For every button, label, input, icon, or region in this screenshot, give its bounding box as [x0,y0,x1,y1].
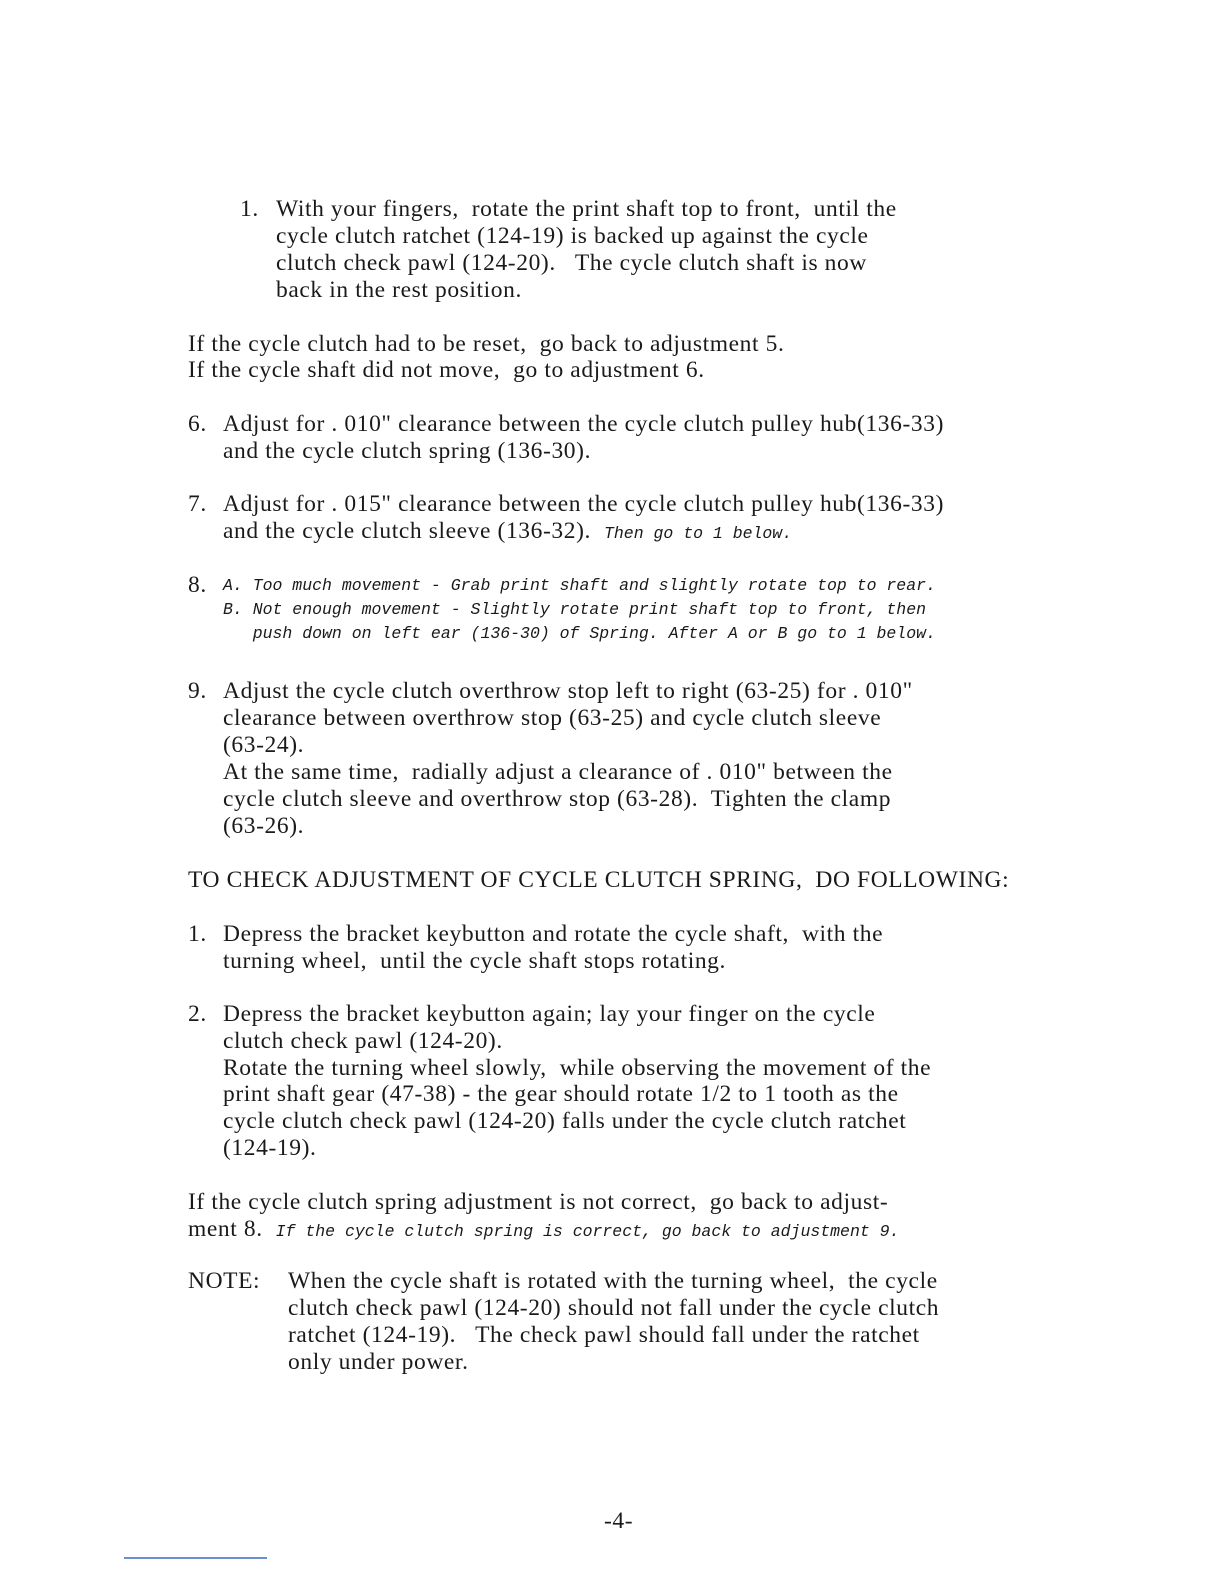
footer-rule [124,1557,267,1559]
step-text-line: With your fingers, rotate the print shaft top to front, until the [276,196,897,222]
step-number: 1. [240,196,259,222]
step-substep-line: push down on left ear (136-30) of Spring. After A or B go to 1 below. [223,624,936,643]
step-number: 6. [188,411,207,437]
step-text-line: Depress the bracket keybutton and rotate the cycle shaft, with the [223,921,884,947]
step-substep-line: A. Too much movement - Grab print shaft and slightly rotate top to rear. [223,576,936,595]
step-text-line: clutch check pawl (124-20). [223,1028,503,1054]
note-label: NOTE: [188,1268,261,1294]
note-text-line: ratchet (124-19). The check pawl should fall under the ratchet [288,1322,920,1348]
step-text-line: turning wheel, until the cycle shaft stops rotating. [223,948,727,974]
note-text-line: only under power. [288,1349,469,1375]
step-text-line: cycle clutch ratchet (124-19) is backed up against the cycle [276,223,869,249]
step-text-line: and the cycle clutch spring (136-30). [223,438,592,464]
paragraph-line [188,1216,899,1245]
step-text-line: (124-19). [223,1135,317,1161]
step-text-line: back in the rest position. [276,277,522,303]
step-text: and the cycle clutch sleeve (136-32). [223,518,592,544]
note-text-line: clutch check pawl (124-20) should not fall under the cycle clutch [288,1295,940,1321]
step-text-line: (63-26). [223,813,305,839]
note-text-line: When the cycle shaft is rotated with the turning wheel, the cycle [288,1268,938,1294]
page-number: -4- [604,1508,634,1534]
step-text-line: cycle clutch sleeve and overthrow stop (63-28). Tighten the clamp [223,786,892,812]
step-text-line: clearance between overthrow stop (63-25) and cycle clutch sleeve [223,705,882,731]
step-text-line: Adjust for . 010" clearance between the cycle clutch pulley hub(136-33) [223,411,945,437]
step-text-line: print shaft gear (47-38) - the gear should rotate 1/2 to 1 tooth as the [223,1081,899,1107]
step-number: 1. [188,921,207,947]
step-text-line: Depress the bracket keybutton again; lay your finger on the cycle [223,1001,876,1027]
paragraph-line: If the cycle shaft did not move, go to adjustment 6. [188,357,705,383]
step-text-line: Adjust for . 015" clearance between the cycle clutch pulley hub(136-33) [223,491,945,517]
section-heading: TO CHECK ADJUSTMENT OF CYCLE CLUTCH SPRING, DO FOLLOWING: [188,867,1010,893]
step-text-line: Adjust the cycle clutch overthrow stop left to right (63-25) for . 010" [223,678,913,704]
step-note: Then go to 1 below. [603,524,793,543]
paragraph-line: If the cycle clutch had to be reset, go back to adjustment 5. [188,331,785,357]
step-number: 2. [188,1001,207,1027]
paragraph-line: If the cycle clutch spring adjustment is not correct, go back to adjust- [188,1189,889,1215]
step-number: 8. [188,572,207,598]
step-number: 7. [188,491,207,517]
paragraph-note: If the cycle clutch spring is correct, go back to adjustment 9. [275,1222,900,1241]
step-text-line: cycle clutch check pawl (124-20) falls under the cycle clutch ratchet [223,1108,907,1134]
step-text-line: Rotate the turning wheel slowly, while observing the movement of the [223,1055,932,1081]
step-text-line: clutch check pawl (124-20). The cycle clutch shaft is now [276,250,867,276]
step-text-line: At the same time, radially adjust a clearance of . 010" between the [223,759,893,785]
step-text-line [223,518,792,547]
paragraph-text: ment 8. [188,1216,263,1242]
step-text-line: (63-24). [223,732,305,758]
step-substep-line: B. Not enough movement - Slightly rotate print shaft top to front, then [223,600,927,619]
step-number: 9. [188,678,207,704]
